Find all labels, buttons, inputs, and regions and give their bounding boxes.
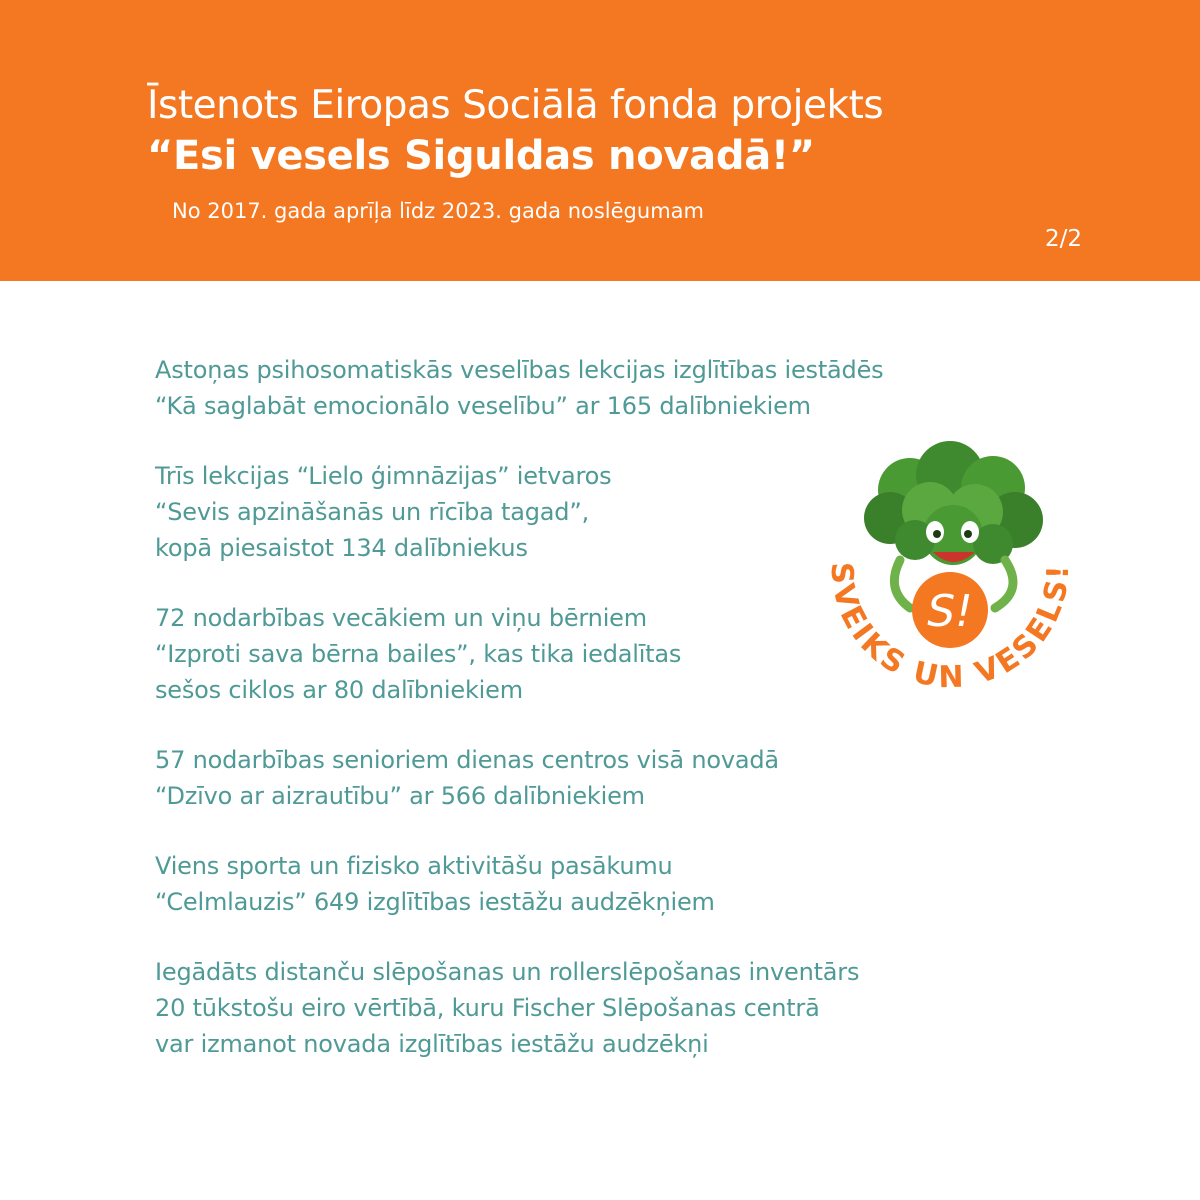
item-line: Astoņas psihosomatiskās veselības lekcijas izglītības iestādēs xyxy=(155,356,884,384)
list-item xyxy=(155,848,1055,920)
item-line: 57 nodarbības senioriem dienas centros visā novadā xyxy=(155,746,779,774)
item-line: “Izproti sava bērna bailes”, kas tika iedalītas xyxy=(155,640,682,668)
item-line: “Kā saglabāt emocionālo veselību” ar 165 dalībniekiem xyxy=(155,392,811,420)
date-range: No 2017. gada aprīļa līdz 2023. gada noslēgumam xyxy=(172,199,704,223)
item-line: Iegādāts distanču slēpošanas un rollerslēpošanas inventārs xyxy=(155,958,860,986)
list-item xyxy=(155,352,1055,424)
broccoli-mascot-icon xyxy=(815,440,1085,740)
badge-text: S! xyxy=(927,586,973,637)
page-title: Īstenots Eiropas Sociālā fonda projekts xyxy=(147,83,884,128)
item-line: sešos ciklos ar 80 dalībniekiem xyxy=(155,676,523,704)
list-item xyxy=(155,954,1055,1062)
sveiks-un-vesels-logo xyxy=(815,440,1085,740)
item-line: kopā piesaistot 134 dalībniekus xyxy=(155,534,528,562)
item-line: 72 nodarbības vecākiem un viņu bērniem xyxy=(155,604,647,632)
slogan-arc: SVEIKS UN VESELS! xyxy=(823,561,1077,696)
list-item xyxy=(155,742,1055,814)
project-name: “Esi vesels Siguldas novadā!” xyxy=(147,133,815,179)
item-line: “Dzīvo ar aizrautību” ar 566 dalībniekiem xyxy=(155,782,645,810)
page-indicator: 2/2 xyxy=(1045,226,1083,252)
item-line: Trīs lekcijas “Lielo ģimnāzijas” ietvaros xyxy=(155,462,612,490)
item-line: “Celmlauzis” 649 izglītības iestāžu audzēkņiem xyxy=(155,888,715,916)
item-line: Viens sporta un fizisko aktivitāšu pasākumu xyxy=(155,852,673,880)
item-line: var izmanot novada izglītības iestāžu audzēkņi xyxy=(155,1030,709,1058)
header-banner xyxy=(0,0,1200,281)
item-line: “Sevis apzināšanās un rīcība tagad”, xyxy=(155,498,589,526)
item-line: 20 tūkstošu eiro vērtībā, kuru Fischer Slēpošanas centrā xyxy=(155,994,820,1022)
